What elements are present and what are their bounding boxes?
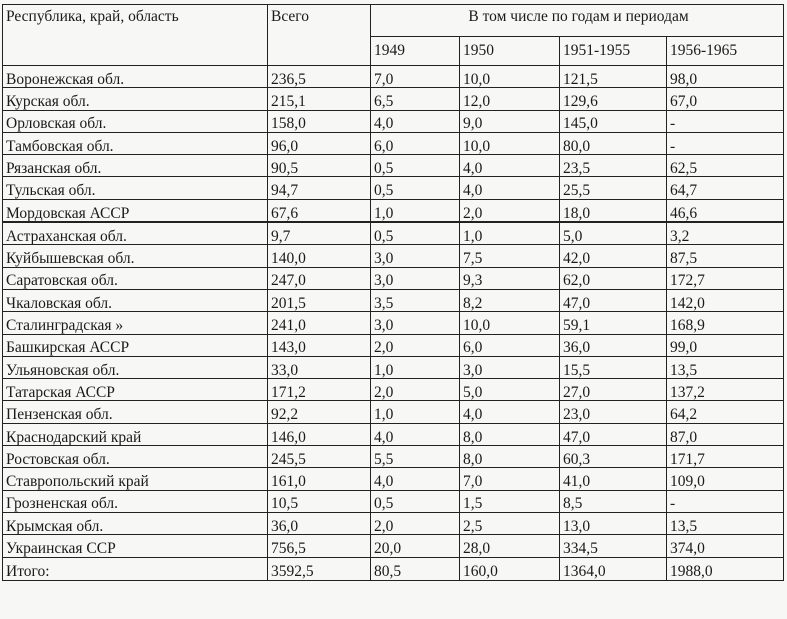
table-row xyxy=(3,356,784,378)
cell-1951-1955: 41,0 xyxy=(560,468,667,490)
cell-1956-1965: 98,0 xyxy=(667,66,784,88)
cell-total: 158,0 xyxy=(268,110,371,132)
cell-total: 140,0 xyxy=(268,245,371,267)
cell-1956-1965: 172,7 xyxy=(667,267,784,289)
cell-1950: 10,0 xyxy=(460,132,560,154)
cell-total: 9,7 xyxy=(268,222,371,245)
cell-1950: 1,0 xyxy=(460,222,560,245)
cell-total: 92,2 xyxy=(268,401,371,423)
cell-total: 245,5 xyxy=(268,446,371,468)
cell-1949: 5,5 xyxy=(371,446,460,468)
cell-region: Грозненская обл. xyxy=(3,490,268,512)
table-row xyxy=(3,155,784,177)
cell-region: Краснодарский край xyxy=(3,423,268,445)
cell-total: 33,0 xyxy=(268,356,371,378)
cell-1949: 3,5 xyxy=(371,289,460,311)
cell-1949: 1,0 xyxy=(371,199,460,222)
cell-1949: 3,0 xyxy=(371,312,460,334)
cell-1950: 1,5 xyxy=(460,490,560,512)
table-row xyxy=(3,446,784,468)
table-row xyxy=(3,66,784,88)
cell-region: Итого: xyxy=(3,557,268,580)
cell-total: 201,5 xyxy=(268,289,371,311)
cell-region: Орловская обл. xyxy=(3,110,268,132)
cell-total: 241,0 xyxy=(268,312,371,334)
cell-1949: 20,0 xyxy=(371,535,460,557)
table-row xyxy=(3,245,784,267)
cell-1951-1955: 27,0 xyxy=(560,379,667,401)
cell-region: Тульская обл. xyxy=(3,177,268,199)
cell-total: 67,6 xyxy=(268,199,371,222)
cell-1949: 6,5 xyxy=(371,88,460,110)
cell-total: 96,0 xyxy=(268,132,371,154)
cell-1950: 2,5 xyxy=(460,512,560,534)
cell-region: Ростовская обл. xyxy=(3,446,268,468)
cell-region: Саратовская обл. xyxy=(3,267,268,289)
cell-1950: 7,0 xyxy=(460,468,560,490)
cell-region: Башкирская АССР xyxy=(3,334,268,356)
table-row xyxy=(3,468,784,490)
cell-1951-1955: 47,0 xyxy=(560,423,667,445)
cell-1949: 0,5 xyxy=(371,155,460,177)
table-row xyxy=(3,110,784,132)
header-period: 1949 xyxy=(371,37,460,66)
table-body xyxy=(3,66,784,581)
cell-region: Астраханская обл. xyxy=(3,222,268,245)
cell-1956-1965: - xyxy=(667,110,784,132)
header-total: Всего xyxy=(268,5,371,66)
cell-1951-1955: 60,3 xyxy=(560,446,667,468)
cell-total: 90,5 xyxy=(268,155,371,177)
cell-1951-1955: 25,5 xyxy=(560,177,667,199)
cell-region: Чкаловская обл. xyxy=(3,289,268,311)
cell-1956-1965: 374,0 xyxy=(667,535,784,557)
cell-1956-1965: 64,7 xyxy=(667,177,784,199)
table-row xyxy=(3,423,784,445)
cell-1951-1955: 121,5 xyxy=(560,66,667,88)
cell-1951-1955: 18,0 xyxy=(560,199,667,222)
cell-1950: 9,3 xyxy=(460,267,560,289)
cell-1950: 12,0 xyxy=(460,88,560,110)
cell-1951-1955: 42,0 xyxy=(560,245,667,267)
cell-1949: 3,0 xyxy=(371,245,460,267)
cell-region: Татарская АССР xyxy=(3,379,268,401)
cell-region: Мордовская АССР xyxy=(3,199,268,222)
cell-1950: 9,0 xyxy=(460,110,560,132)
cell-1950: 6,0 xyxy=(460,334,560,356)
cell-region: Рязанская обл. xyxy=(3,155,268,177)
cell-1949: 1,0 xyxy=(371,401,460,423)
cell-1951-1955: 145,0 xyxy=(560,110,667,132)
cell-region: Тамбовская обл. xyxy=(3,132,268,154)
cell-1951-1955: 129,6 xyxy=(560,88,667,110)
cell-1956-1965: 142,0 xyxy=(667,289,784,311)
header-period: 1956-1965 xyxy=(667,37,784,66)
table-row xyxy=(3,267,784,289)
cell-1950: 8,0 xyxy=(460,423,560,445)
cell-1956-1965: 64,2 xyxy=(667,401,784,423)
cell-1950: 28,0 xyxy=(460,535,560,557)
cell-1951-1955: 23,0 xyxy=(560,401,667,423)
cell-region: Украинская ССР xyxy=(3,535,268,557)
cell-1956-1965: - xyxy=(667,490,784,512)
cell-region: Ульяновская обл. xyxy=(3,356,268,378)
cell-1956-1965: 87,5 xyxy=(667,245,784,267)
table-row xyxy=(3,334,784,356)
cell-1950: 10,0 xyxy=(460,312,560,334)
cell-1950: 4,0 xyxy=(460,155,560,177)
cell-1950: 10,0 xyxy=(460,66,560,88)
cell-1951-1955: 23,5 xyxy=(560,155,667,177)
cell-1951-1955: 80,0 xyxy=(560,132,667,154)
cell-total: 143,0 xyxy=(268,334,371,356)
cell-1956-1965: 168,9 xyxy=(667,312,784,334)
cell-1956-1965: 46,6 xyxy=(667,199,784,222)
cell-total: 236,5 xyxy=(268,66,371,88)
table-row xyxy=(3,132,784,154)
cell-1956-1965: 87,0 xyxy=(667,423,784,445)
data-table xyxy=(2,4,784,581)
cell-1950: 4,0 xyxy=(460,401,560,423)
cell-1949: 7,0 xyxy=(371,66,460,88)
cell-total: 756,5 xyxy=(268,535,371,557)
table-row xyxy=(3,512,784,534)
cell-1950: 8,2 xyxy=(460,289,560,311)
cell-1950: 3,0 xyxy=(460,356,560,378)
cell-1949: 4,0 xyxy=(371,468,460,490)
cell-1956-1965: 13,5 xyxy=(667,356,784,378)
cell-region: Крымская обл. xyxy=(3,512,268,534)
cell-total: 215,1 xyxy=(268,88,371,110)
table-row xyxy=(3,88,784,110)
cell-total: 36,0 xyxy=(268,512,371,534)
cell-1949: 80,5 xyxy=(371,557,460,580)
cell-1950: 4,0 xyxy=(460,177,560,199)
cell-1956-1965: - xyxy=(667,132,784,154)
cell-1956-1965: 62,5 xyxy=(667,155,784,177)
cell-1949: 4,0 xyxy=(371,110,460,132)
cell-1949: 0,5 xyxy=(371,177,460,199)
table-row xyxy=(3,557,784,580)
header-period: 1951-1955 xyxy=(560,37,667,66)
cell-1951-1955: 15,5 xyxy=(560,356,667,378)
cell-1951-1955: 36,0 xyxy=(560,334,667,356)
table-row xyxy=(3,199,784,222)
cell-total: 94,7 xyxy=(268,177,371,199)
cell-1951-1955: 62,0 xyxy=(560,267,667,289)
header-periods-title: В том числе по годам и периодам xyxy=(371,5,784,37)
cell-total: 247,0 xyxy=(268,267,371,289)
cell-1950: 2,0 xyxy=(460,199,560,222)
cell-total: 171,2 xyxy=(268,379,371,401)
cell-1951-1955: 13,0 xyxy=(560,512,667,534)
cell-1956-1965: 109,0 xyxy=(667,468,784,490)
cell-total: 10,5 xyxy=(268,490,371,512)
cell-1951-1955: 47,0 xyxy=(560,289,667,311)
cell-1950: 5,0 xyxy=(460,379,560,401)
cell-region: Сталинградская » xyxy=(3,312,268,334)
cell-region: Воронежская обл. xyxy=(3,66,268,88)
cell-region: Пензенская обл. xyxy=(3,401,268,423)
cell-1950: 7,5 xyxy=(460,245,560,267)
header-region: Республика, край, область xyxy=(3,5,268,66)
cell-1956-1965: 13,5 xyxy=(667,512,784,534)
table-row xyxy=(3,289,784,311)
cell-1951-1955: 5,0 xyxy=(560,222,667,245)
cell-1956-1965: 171,7 xyxy=(667,446,784,468)
cell-region: Ставропольский край xyxy=(3,468,268,490)
table-row xyxy=(3,222,784,245)
cell-region: Курская обл. xyxy=(3,88,268,110)
cell-1949: 4,0 xyxy=(371,423,460,445)
cell-1951-1955: 334,5 xyxy=(560,535,667,557)
table-row xyxy=(3,535,784,557)
table-row xyxy=(3,401,784,423)
cell-1949: 6,0 xyxy=(371,132,460,154)
cell-1949: 0,5 xyxy=(371,490,460,512)
table-row xyxy=(3,312,784,334)
cell-1949: 2,0 xyxy=(371,379,460,401)
table-row xyxy=(3,490,784,512)
cell-1956-1965: 3,2 xyxy=(667,222,784,245)
cell-total: 146,0 xyxy=(268,423,371,445)
cell-1949: 0,5 xyxy=(371,222,460,245)
cell-1951-1955: 8,5 xyxy=(560,490,667,512)
header-period: 1950 xyxy=(460,37,560,66)
cell-1956-1965: 137,2 xyxy=(667,379,784,401)
cell-1956-1965: 99,0 xyxy=(667,334,784,356)
cell-1956-1965: 67,0 xyxy=(667,88,784,110)
cell-total: 161,0 xyxy=(268,468,371,490)
table-row xyxy=(3,379,784,401)
cell-1950: 160,0 xyxy=(460,557,560,580)
cell-1950: 8,0 xyxy=(460,446,560,468)
cell-1951-1955: 1364,0 xyxy=(560,557,667,580)
table-row xyxy=(3,177,784,199)
cell-region: Куйбышевская обл. xyxy=(3,245,268,267)
cell-total: 3592,5 xyxy=(268,557,371,580)
cell-1956-1965: 1988,0 xyxy=(667,557,784,580)
cell-1949: 3,0 xyxy=(371,267,460,289)
cell-1949: 1,0 xyxy=(371,356,460,378)
cell-1949: 2,0 xyxy=(371,512,460,534)
cell-1949: 2,0 xyxy=(371,334,460,356)
cell-1951-1955: 59,1 xyxy=(560,312,667,334)
